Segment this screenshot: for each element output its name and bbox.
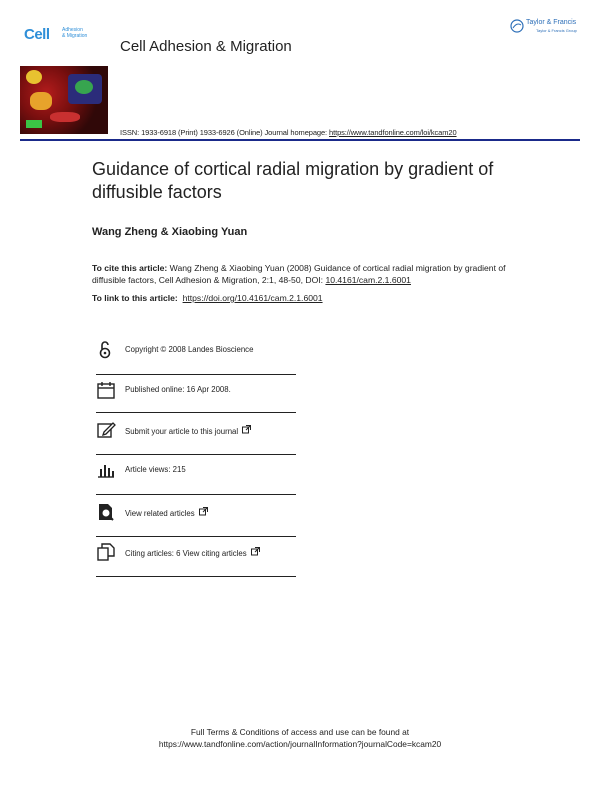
row-divider [96, 374, 296, 375]
footer-terms-text: Full Terms & Conditions of access and use can be found at [190, 727, 410, 737]
article-authors: Wang Zheng & Xiaobing Yuan [92, 226, 248, 238]
calendar-icon [96, 380, 116, 400]
citing-row[interactable] [96, 542, 296, 562]
article-link[interactable]: https://doi.org/10.4161/cam.2.1.6001 [182, 293, 323, 303]
submit-row[interactable] [96, 420, 296, 440]
related-articles-icon [96, 502, 116, 522]
published-row [96, 380, 296, 400]
citation-block [92, 262, 512, 286]
link-line [92, 293, 323, 303]
publisher-tagline: Taylor & Francis Group [536, 28, 577, 33]
related-row[interactable] [96, 502, 296, 522]
issn-line [120, 128, 457, 137]
cite-text: Wang Zheng & Xiaobing Yuan (2008) Guidance of cortical radial migration by gradient of diffusible factors, Cell Adhesion & Migration, 2:1, 48-50, DOI: [92, 263, 506, 285]
cite-label: To cite this article: [92, 263, 168, 273]
article-title: Guidance of cortical radial migration by gradient of diffusible factors [92, 159, 494, 202]
row-divider [96, 454, 296, 455]
journal-title: Cell Adhesion & Migration [120, 38, 292, 55]
views-text: Article views: 215 [125, 465, 186, 474]
citing-articles-icon [96, 542, 116, 562]
bar-chart-icon [96, 460, 116, 480]
footer-terms-link[interactable]: https://www.tandfonline.com/action/journalInformation?journalCode=kcam20 [158, 739, 442, 749]
published-text: Published online: 16 Apr 2008. [125, 385, 231, 394]
citing-link[interactable]: Citing articles: 6 View citing articles [125, 549, 247, 558]
publisher-logo-icon [510, 19, 524, 33]
open-access-lock-icon [96, 340, 116, 360]
cover-logo-sub: Adhesion & Migration [62, 27, 88, 39]
row-divider [96, 494, 296, 495]
issn-text: ISSN: 1933-6918 (Print) 1933-6926 (Online) Journal homepage: [120, 128, 330, 137]
publisher-logo[interactable] [510, 16, 582, 36]
edit-icon [96, 420, 116, 440]
external-link-icon [251, 547, 260, 558]
views-row [96, 460, 296, 480]
external-link-icon [242, 425, 251, 436]
cover-logo-main: Cell [24, 26, 50, 43]
doi-link[interactable]: 10.4161/cam.2.1.6001 [325, 275, 411, 285]
journal-homepage-link[interactable]: https://www.tandfonline.com/loi/kcam20 [329, 128, 457, 137]
publisher-name: Taylor & Francis [526, 19, 577, 26]
related-link[interactable]: View related articles [125, 509, 195, 518]
row-divider [96, 412, 296, 413]
journal-cover-image [20, 22, 108, 134]
header-divider [20, 139, 580, 141]
copyright-text: Copyright © 2008 Landes Bioscience [125, 345, 254, 354]
footer [0, 726, 600, 750]
row-divider [96, 536, 296, 537]
external-link-icon [199, 507, 208, 518]
copyright-row [96, 340, 296, 360]
row-divider [96, 576, 296, 577]
link-label: To link to this article: [92, 293, 178, 303]
submit-link[interactable]: Submit your article to this journal [125, 427, 239, 436]
